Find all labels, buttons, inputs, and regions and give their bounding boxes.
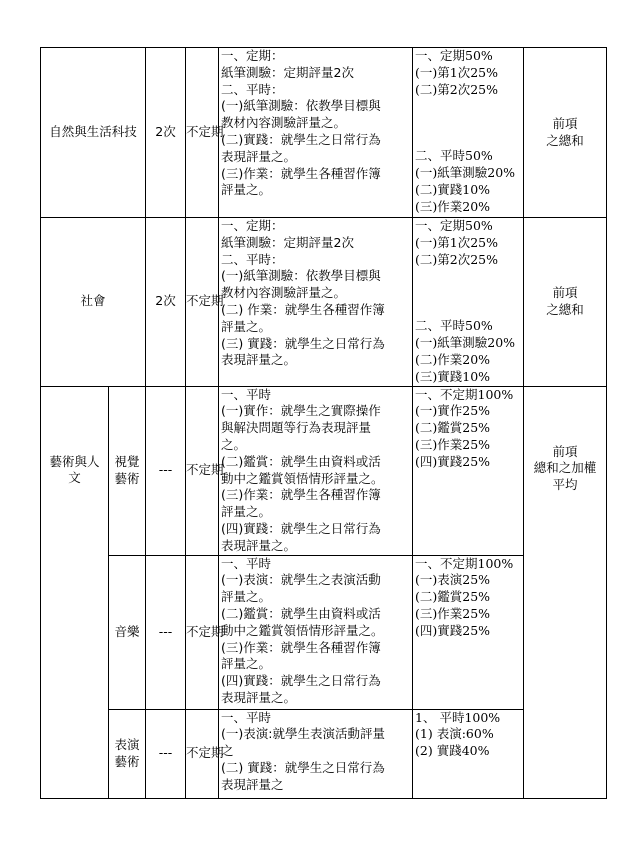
type-value: 不定期: [186, 745, 224, 761]
spacer: [415, 98, 523, 148]
group-name-line: 文: [68, 470, 81, 486]
count-cell: [146, 709, 186, 798]
weight-line: (三)作業25%: [415, 605, 491, 621]
weight-line: (二)第2次25%: [415, 81, 499, 97]
content-line: 教材內容測驗評量之。: [221, 285, 347, 301]
weight-cell: [413, 48, 524, 218]
content-line: (二)鑑賞：就學生由資料或活: [221, 605, 381, 621]
count-value: 2次: [155, 124, 176, 140]
weight-line: (二)作業20%: [415, 351, 491, 367]
weight-line: 一、定期50%: [415, 218, 493, 233]
weight-line: (一)紙筆測驗20%: [415, 165, 516, 181]
content-line: 表現評量之。: [221, 689, 297, 705]
content-line: (四)實踐：就學生之日常行為: [221, 520, 381, 536]
subject-cell: [41, 48, 146, 218]
weight-line: (二)鑑賞25%: [415, 420, 491, 436]
count-cell: [146, 386, 186, 555]
final-line: 之總和: [546, 301, 584, 317]
weight-line: 二、平時50%: [415, 148, 493, 164]
table-row: [41, 709, 607, 798]
content-line: (三) 實踐：就學生之日常行為: [221, 335, 385, 351]
final-line: 前項: [552, 115, 578, 131]
content-line: (四)實踐：就學生之日常行為: [221, 673, 381, 689]
spacer: [415, 268, 523, 318]
content-line: 與解決問題等行為表現評量: [221, 420, 372, 436]
content-line: (二) 作業：就學生各種習作簿: [221, 301, 385, 317]
content-cell: [219, 709, 413, 798]
weight-line: (二)鑑賞25%: [415, 589, 491, 605]
content-line: 評量之。: [221, 504, 272, 520]
content-line: 一、平時: [221, 709, 272, 725]
final-line: 前項: [552, 284, 578, 300]
count-value: ---: [158, 623, 173, 639]
content-line: 之。: [221, 436, 247, 452]
subject-name: 社會: [80, 293, 106, 309]
weight-line: (2) 實踐40%: [415, 743, 490, 759]
table-row: [41, 48, 607, 218]
content-cell: [219, 386, 413, 555]
content-line: (一)紙筆測驗：依教學目標與: [221, 268, 381, 284]
content-line: (二)鑑賞：就學生由資料或活: [221, 453, 381, 469]
content-line: (一)表演：就學生之表演活動: [221, 572, 381, 588]
content-cell: [219, 218, 413, 387]
subject-cell: [109, 709, 146, 798]
group-cell: [41, 386, 109, 798]
content-line: (三)作業：就學生各種習作簿: [221, 487, 381, 503]
content-line: 一、定期：: [221, 48, 284, 63]
content-line: 動中之鑑賞領悟情形評量之。: [221, 470, 384, 486]
content-line: 一、平時: [221, 386, 272, 402]
content-line: 二、平時：: [221, 251, 284, 267]
table-row: [41, 386, 607, 555]
weight-line: (一)實作25%: [415, 403, 491, 419]
table-row: [41, 555, 607, 709]
weight-line: (一)表演25%: [415, 572, 491, 588]
content-cell: [219, 48, 413, 218]
content-line: 紙筆測驗：定期評量2次: [221, 64, 354, 80]
content-line: (二) 實踐：就學生之日常行為: [221, 759, 385, 775]
type-cell: [186, 48, 224, 218]
subject-cell: [109, 555, 146, 709]
weight-cell: [413, 386, 524, 555]
content-line: 二、平時：: [221, 81, 284, 97]
content-line: 評量之。: [221, 589, 272, 605]
type-cell: [186, 218, 224, 387]
type-cell: [186, 555, 224, 709]
content-line: 表現評量之。: [221, 537, 297, 553]
weight-line: (二)實踐10%: [415, 181, 491, 197]
subject-cell: [41, 218, 146, 387]
weight-line: (四)實踐25%: [415, 622, 491, 638]
content-line: (三)作業：就學生各種習作簿: [221, 639, 381, 655]
content-line: 表現評量之。: [221, 148, 297, 164]
content-line: 評量之。: [221, 656, 272, 672]
group-name-line: 藝術與人: [49, 453, 100, 469]
count-cell: [146, 218, 186, 387]
subject-name-line: 藝術: [114, 470, 140, 486]
content-cell: [219, 555, 413, 709]
subject-cell: [109, 386, 146, 555]
weight-line: (三)實踐10%: [415, 368, 491, 384]
final-line: 總和之加權: [533, 460, 597, 476]
weight-cell: [413, 218, 524, 387]
weight-cell: [413, 555, 524, 709]
content-line: 評量之。: [221, 318, 272, 334]
weight-line: 一、不定期100%: [415, 555, 514, 571]
weight-line: (一)第1次25%: [415, 64, 499, 80]
type-value: 不定期: [186, 623, 224, 639]
content-line: 紙筆測驗：定期評量2次: [221, 234, 354, 250]
type-cell: [186, 386, 224, 555]
weight-line: (二)第2次25%: [415, 251, 499, 267]
weight-line: 1、 平時100%: [415, 709, 501, 725]
content-line: 評量之。: [221, 182, 272, 198]
content-line: (一)表演:就學生表演活動評量: [221, 726, 385, 742]
content-line: 一、定期：: [221, 218, 284, 233]
weight-line: 一、定期50%: [415, 48, 493, 63]
table-row: [41, 218, 607, 387]
weight-line: (三)作業20%: [415, 198, 491, 214]
count-cell: [146, 48, 186, 218]
content-line: 教材內容測驗評量之。: [221, 115, 347, 131]
type-value: 不定期: [186, 124, 224, 140]
content-line: (二)實踐：就學生之日常行為: [221, 131, 381, 147]
final-cell: [524, 386, 607, 798]
weight-cell: [413, 709, 524, 798]
content-line: 動中之鑑賞領悟情形評量之。: [221, 622, 384, 638]
weight-line: (一)紙筆測驗20%: [415, 335, 516, 351]
weight-line: 一、不定期100%: [415, 386, 514, 402]
type-value: 不定期: [186, 462, 224, 478]
subject-name-line: 藝術: [114, 753, 140, 769]
final-cell: [524, 48, 607, 218]
count-value: ---: [158, 745, 173, 761]
content-line: 表現評量之: [221, 776, 284, 792]
subject-name-line: 視覺: [114, 453, 140, 469]
weight-line: (三)作業25%: [415, 436, 491, 452]
content-line: 一、平時: [221, 555, 272, 571]
content-line: 表現評量之。: [221, 352, 297, 368]
final-cell: [524, 218, 607, 387]
content-line: (三)作業：就學生各種習作簿: [221, 165, 381, 181]
weight-line: (一)第1次25%: [415, 234, 499, 250]
subject-name: 音樂: [114, 623, 140, 639]
count-value: 2次: [155, 293, 176, 309]
weight-line: 二、平時50%: [415, 318, 493, 334]
count-cell: [146, 555, 186, 709]
type-cell: [186, 709, 224, 798]
type-value: 不定期: [186, 293, 224, 309]
final-line: 前項: [552, 443, 578, 459]
weight-line: (1) 表演:60%: [415, 726, 494, 742]
content-line: 之: [221, 743, 234, 759]
content-line: (一)紙筆測驗：依教學目標與: [221, 98, 381, 114]
count-value: ---: [158, 462, 173, 478]
grading-table: [40, 47, 607, 799]
subject-name-line: 表演: [114, 736, 140, 752]
subject-name: 自然與生活科技: [49, 124, 137, 140]
weight-line: (四)實踐25%: [415, 453, 491, 469]
final-line: 平均: [552, 477, 578, 493]
content-line: (一)實作：就學生之實際操作: [221, 403, 381, 419]
final-line: 之總和: [546, 132, 584, 148]
